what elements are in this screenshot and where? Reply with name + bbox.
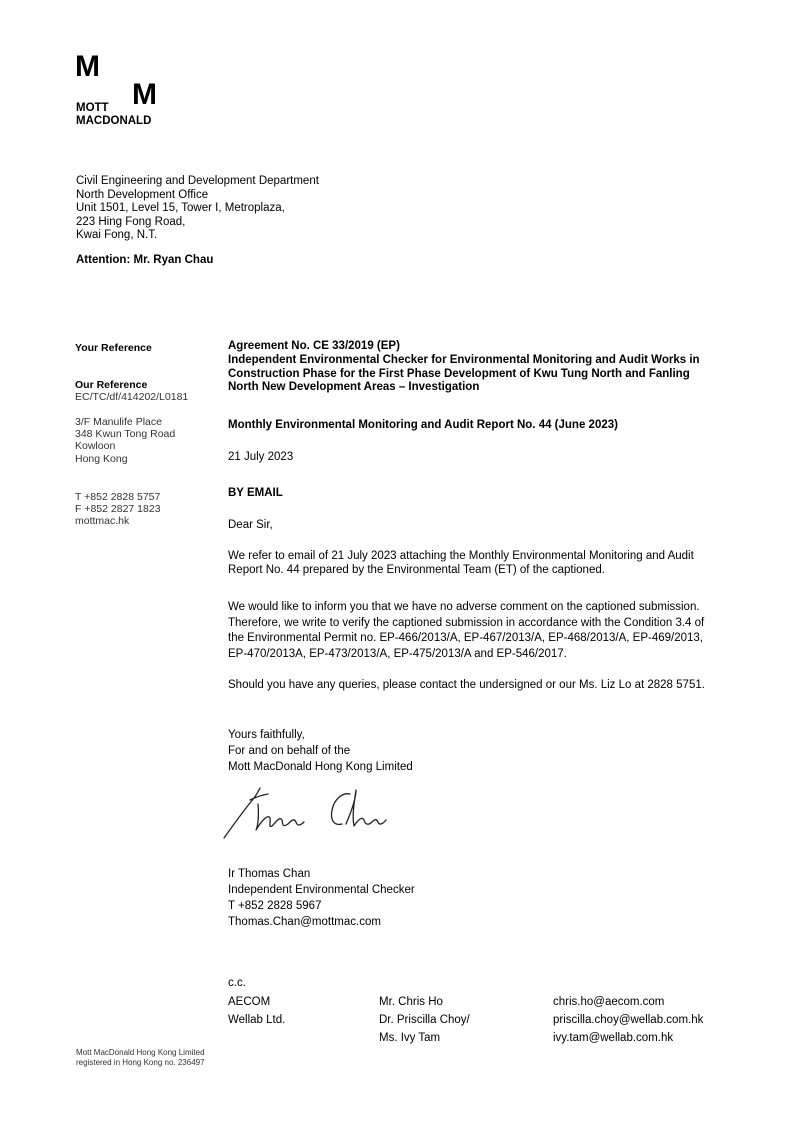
office-phone: T +852 2828 5757	[75, 491, 161, 503]
paragraph-2	[228, 600, 704, 663]
addressee-line: Unit 1501, Level 15, Tower I, Metroplaza,	[76, 202, 285, 215]
office-address-line: Kowloon	[75, 440, 116, 453]
subject-line: Agreement No. CE 33/2019 (EP)	[228, 340, 400, 352]
footer-line: Mott MacDonald Hong Kong Limited	[76, 1048, 205, 1057]
paragraph-line: We refer to email of 21 July 2023 attaching the Monthly Environmental Monitoring and Audit	[228, 550, 694, 562]
closing-line: Yours faithfully,	[228, 729, 305, 741]
delivery-method: BY EMAIL	[228, 487, 283, 499]
handwritten-signature	[222, 780, 392, 844]
closing	[228, 728, 413, 775]
letter-subject	[228, 340, 700, 395]
paragraph-line: EP-470/2013A, EP-473/2013/A, EP-475/2013/A and EP-546/2017.	[228, 648, 567, 661]
signer-name: Ir Thomas Chan	[228, 868, 311, 880]
office-address-line: 3/F Manulife Place	[75, 416, 162, 428]
subject-line: North New Development Areas – Investigation	[228, 381, 480, 394]
office-address-line: 348 Kwun Tong Road	[75, 428, 176, 441]
footer-line: registered in Hong Kong no. 236497	[76, 1057, 205, 1067]
logo-mark-top: M	[75, 50, 99, 83]
addressee-line: 223 Hing Fong Road,	[76, 215, 186, 228]
logo-line: MACDONALD	[76, 114, 152, 127]
company-registration	[76, 1048, 205, 1067]
cc-email[interactable]: chris.ho@aecom.com	[553, 996, 665, 1008]
our-reference-value: EC/TC/df/414202/L0181	[75, 391, 189, 404]
cc-label: c.c.	[228, 977, 246, 989]
cc-emails	[553, 994, 703, 1047]
letter-date: 21 July 2023	[228, 451, 294, 463]
closing-line: For and on behalf of the	[228, 744, 351, 757]
office-website[interactable]: mottmac.hk	[75, 515, 130, 528]
signer-title: Independent Environmental Checker	[228, 884, 415, 896]
your-reference	[75, 342, 152, 354]
cc-organisation: AECOM	[228, 996, 271, 1008]
addressee-line: Civil Engineering and Development Department	[76, 175, 319, 187]
report-title: Monthly Environmental Monitoring and Audit Report No. 44 (June 2023)	[228, 419, 618, 431]
addressee-line: Kwai Fong, N.T.	[76, 229, 158, 242]
logo-wordmark	[76, 102, 151, 127]
cc-organisations	[228, 994, 285, 1030]
paragraph-3: Should you have any queries, please contact the undersigned or our Ms. Liz Lo at 2828 5751.	[228, 679, 705, 691]
signer-block	[228, 866, 415, 930]
addressee-line: North Development Office	[76, 188, 209, 201]
office-address-line: Hong Kong	[75, 452, 128, 465]
cc-email[interactable]: ivy.tam@wellab.com.hk	[553, 1031, 674, 1044]
paragraph-line: We would like to inform you that we have no adverse comment on the captioned submission.	[228, 601, 700, 613]
cc-email[interactable]: priscilla.choy@wellab.com.hk	[553, 1013, 704, 1026]
cc-name: Dr. Priscilla Choy/	[379, 1013, 470, 1026]
closing-line: Mott MacDonald Hong Kong Limited	[228, 760, 413, 773]
signer-email[interactable]: Thomas.Chan@mottmac.com	[228, 916, 381, 928]
cc-name: Mr. Chris Ho	[379, 996, 443, 1008]
cc-organisation: Wellab Ltd.	[228, 1013, 286, 1026]
subject-line: Construction Phase for the First Phase Development of Kwu Tung North and Fanling	[228, 367, 690, 380]
office-fax: F +852 2827 1823	[75, 503, 161, 516]
paragraph-line: the Environmental Permit no. EP-466/2013/A, EP-467/2013/A, EP-468/2013/A, EP-469/2013,	[228, 632, 703, 645]
office-address	[75, 416, 175, 465]
paragraph-line: Report No. 44 prepared by the Environmental Team (ET) of the captioned.	[228, 563, 605, 576]
salutation: Dear Sir,	[228, 519, 273, 531]
our-reference-label: Our Reference	[75, 379, 148, 391]
cc-names	[379, 994, 470, 1047]
subject-line: Independent Environmental Checker for Environmental Monitoring and Audit Works in	[228, 353, 700, 366]
office-contact	[75, 491, 161, 528]
cc-name: Ms. Ivy Tam	[379, 1031, 441, 1044]
paragraph-1	[228, 550, 694, 578]
our-reference	[75, 379, 188, 403]
paragraph-line: Therefore, we write to verify the captioned submission in accordance with the Condition 3.4 of	[228, 616, 705, 629]
logo-mark-bottom: M	[132, 78, 156, 111]
addressee-block	[76, 175, 319, 243]
signer-phone: T +852 2828 5967	[228, 900, 322, 912]
attention-line: Attention: Mr. Ryan Chau	[76, 254, 214, 266]
your-reference-label: Your Reference	[75, 342, 152, 354]
logo-line: MOTT	[76, 102, 109, 114]
